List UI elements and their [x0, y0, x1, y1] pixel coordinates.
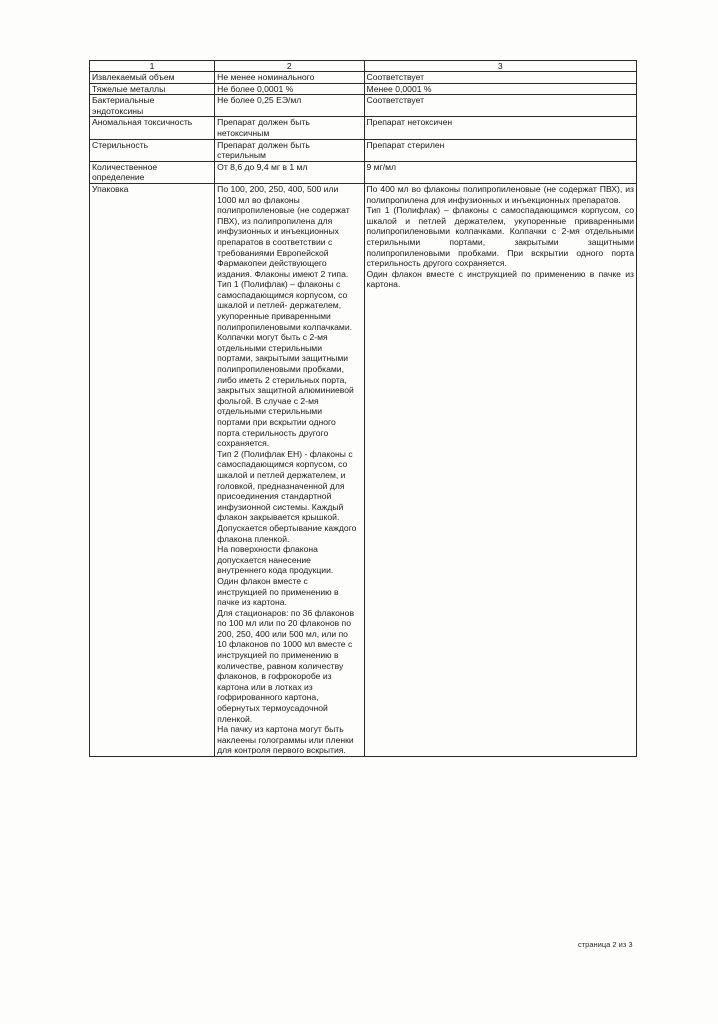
page-number: страница 2 из 3: [578, 940, 633, 949]
parameter-text: Тяжелые металлы: [92, 83, 166, 94]
requirement-text: От 8,6 до 9,4 мг в 1 мл: [217, 161, 308, 172]
table-row-packaging: [90, 183, 637, 756]
parameter-text: Стерильность: [92, 139, 149, 150]
table-header-row: [90, 61, 637, 72]
requirement-cell: [215, 139, 364, 161]
parameter-text: Количественное определение: [92, 161, 158, 183]
requirement-text: Не более 0,25 ЕЭ/мл: [217, 95, 302, 106]
result-text: Препарат стерилен: [366, 139, 445, 150]
result-text: По 400 мл во флаконы полипропиленовые (не содержат ПВХ), из полипропилена для инфузионных и инъекционных препаратов. Тип 1 (Полифлак) – флаконы с самоспадающимся корпусом, со шкалой и петлей держателем, укупоренные приваренными полипропиленовыми колпачками. Колпачки с 2-мя отдельными стерильными портами, закрытыми защитными полипропиленовыми пробками. При вскрытии одного порта стерильность другого сохраняется. Один флакон вместе с инструкцией по применению в пачке из картона.: [366, 183, 634, 290]
parameter-cell: [90, 161, 215, 183]
result-cell: [364, 183, 637, 756]
parameter-cell: [90, 95, 215, 117]
result-cell: [364, 117, 637, 139]
parameter-cell: [90, 139, 215, 161]
requirement-text: Препарат должен быть стерильным: [217, 139, 310, 161]
result-cell: [364, 72, 637, 84]
requirement-text: Препарат должен быть нетоксичным: [217, 117, 310, 138]
result-text: Препарат нетоксичен: [366, 117, 453, 128]
table-row-bacterial-endotoxins: [90, 95, 637, 117]
specification-table: [89, 60, 637, 757]
requirement-text: Не менее номинального: [217, 72, 315, 82]
result-cell: [364, 95, 637, 117]
parameter-text: Упаковка: [92, 183, 129, 194]
header-column-3: 3: [364, 61, 637, 72]
table-row-abnormal-toxicity: [90, 117, 637, 139]
requirement-cell: [215, 183, 364, 756]
result-text: Соответствует: [366, 72, 425, 82]
result-cell: [364, 83, 637, 95]
requirement-cell: [215, 95, 364, 117]
parameter-cell: [90, 183, 215, 756]
header-column-2: 2: [215, 61, 364, 72]
requirement-cell: [215, 83, 364, 95]
parameter-cell: [90, 72, 215, 84]
table-row-extractable-volume: [90, 72, 637, 84]
parameter-text: Извлекаемый объем: [92, 72, 175, 82]
parameter-text: Аномальная токсичность: [92, 117, 193, 128]
result-text: Соответствует: [366, 95, 425, 106]
result-cell: [364, 161, 637, 183]
parameter-cell: [90, 83, 215, 95]
table-row-assay: [90, 161, 637, 183]
header-column-1: 1: [90, 61, 215, 72]
requirement-cell: [215, 161, 364, 183]
parameter-cell: [90, 117, 215, 139]
result-cell: [364, 139, 637, 161]
result-text: Менее 0,0001 %: [366, 83, 432, 94]
result-text: 9 мг/мл: [366, 161, 397, 172]
table-row-heavy-metals: [90, 83, 637, 95]
table-row-sterility: [90, 139, 637, 161]
requirement-cell: [215, 117, 364, 139]
requirement-cell: [215, 72, 364, 84]
requirement-text: Не более 0,0001 %: [217, 83, 294, 94]
requirement-text: По 100, 200, 250, 400, 500 или 1000 мл во флаконы полипропиленовые (не содержат ПВХ), из полипропилена для инфузионных и инъекционных препаратов в соответствии с требованиями Европейской Фармакопеи действующего издания. Флаконы имеют 2 типа. Тип 1 (Полифлак) – флаконы с самоспадающимся корпусом, со шкалой и петлей- держателем, укупоренные приваренными полипропиленовыми колпачками. Колпачки могут быть с 2-мя отдельными стерильными портами, закрытыми защитными полипропиленовыми пробками, либо иметь 2 стерильных порта, закрытых защитной алюминиевой фольгой. В случае с 2-мя отдельными стерильными портами при вскрытии одного порта стерильность другого сохраняется. Тип 2 (Полифлак ЕН) - флаконы с самоспадающимся корпусом, со шкалой и петлей держателем, и головкой, предназначенной для присоединения стандартной инфузионной системы. Каждый флакон закрывается крышкой. Допускается обертывание каждого флакона пленкой. На поверхности флакона допускается нанесение внутреннего кода продукции. Один флакон вместе с инструкцией по применению в пачке из картона. Для стационаров: по 36 флаконов по 100 мл или по 20 флаконов по 200, 250, 400 или 500 мл, или по 10 флаконов по 1000 мл вместе с инструкцией по применению в количестве, равном количеству флаконов, в гофрокоробе из картона или в лотках из гофрированного картона, обернутых термоусадочной пленкой. На пачку из картона могут быть наклеены голограммы или пленки для контроля первого вскрытия.: [217, 183, 357, 756]
parameter-text: Бактериальные эндотоксины: [92, 95, 155, 116]
